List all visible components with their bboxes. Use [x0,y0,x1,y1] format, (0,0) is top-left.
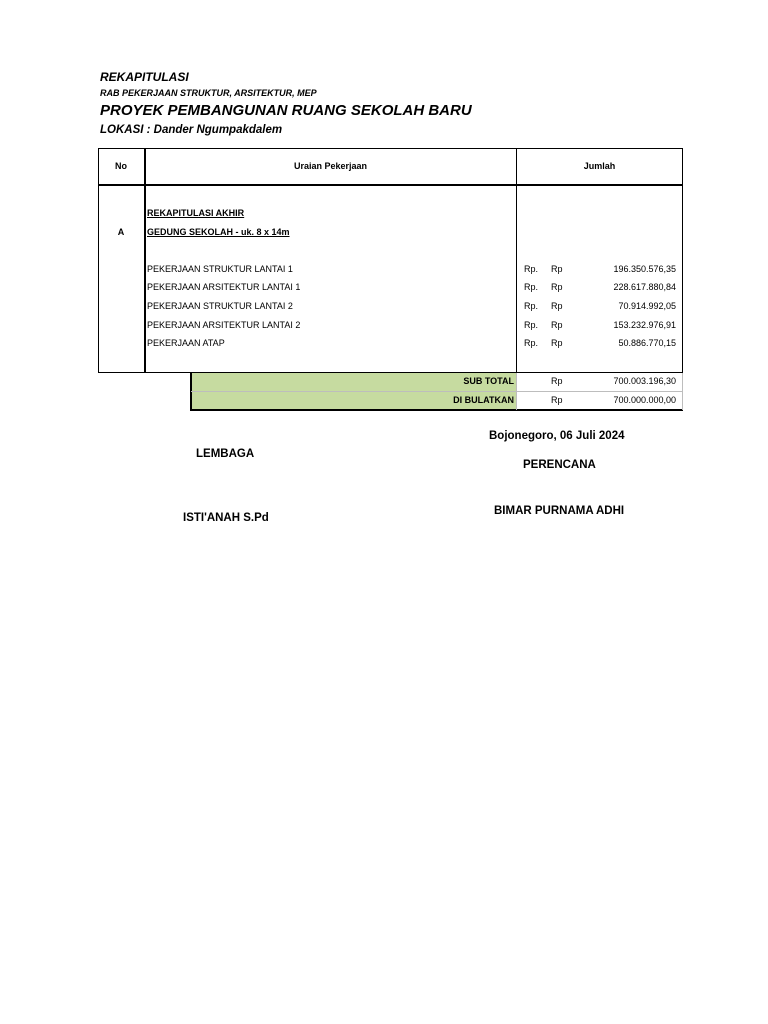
row-currency-prefix: Rp. [524,264,539,274]
row-currency: Rp [551,301,563,311]
row-description: PEKERJAAN STRUKTUR LANTAI 2 [147,301,293,311]
row-currency: Rp [551,338,563,348]
totals-col-divider [516,373,517,410]
subtotal-currency: Rp [551,376,563,386]
doc-subtitle: RAB PEKERJAAN STRUKTUR, ARSITEKTUR, MEP [100,88,317,98]
row-description: PEKERJAAN ATAP [147,338,225,348]
rounded-currency: Rp [551,395,563,405]
row-currency-prefix: Rp. [524,320,539,330]
row-amount: 70.914.992,05 [618,301,676,311]
totals-right-border [682,373,683,410]
row-currency: Rp [551,282,563,292]
rounded-amount: 700.000.000,00 [613,395,676,405]
rounded-label: DI BULATKAN [453,395,514,405]
row-currency: Rp [551,320,563,330]
right-signer-name: BIMAR PURNAMA ADHI [494,505,625,517]
left-signer-name: ISTI'ANAH S.Pd [183,512,269,524]
section-no: A [117,227,125,237]
left-signer-role: LEMBAGA [196,448,255,460]
row-currency: Rp [551,264,563,274]
subtotal-label: SUB TOTAL [463,376,514,386]
row-description: PEKERJAAN ARSITEKTUR LANTAI 2 [147,320,301,330]
right-signer-role: PERENCANA [523,459,596,471]
subtotal-amount: 700.003.196,30 [613,376,676,386]
col-divider-jumlah [516,148,517,373]
row-amount: 228.617.880,84 [613,282,676,292]
row-currency-prefix: Rp. [524,282,539,292]
row-amount: 196.350.576,35 [613,264,676,274]
row-currency-prefix: Rp. [524,301,539,311]
col-header-jumlah: Jumlah [583,161,616,171]
section-title: REKAPITULASI AKHIR [147,208,245,218]
row-currency-prefix: Rp. [524,338,539,348]
row-amount: 153.232.976,91 [613,320,676,330]
totals-bottom-border [190,409,683,411]
project-title: PROYEK PEMBANGUNAN RUANG SEKOLAH BARU [100,102,472,119]
location-label: LOKASI : Dander Ngumpakdalem [100,124,283,136]
col-divider-no [144,148,146,373]
row-description: PEKERJAAN ARSITEKTUR LANTAI 1 [147,282,301,292]
header-separator [98,184,683,186]
row-amount: 50.886.770,15 [618,338,676,348]
totals-row-separator [191,391,683,392]
doc-title: REKAPITULASI [100,70,189,84]
col-header-uraian: Uraian Pekerjaan [293,161,368,171]
col-header-no: No [115,161,127,171]
row-description: PEKERJAAN STRUKTUR LANTAI 1 [147,264,293,274]
section-subtitle: GEDUNG SEKOLAH - uk. 8 x 14m [147,227,290,237]
place-date: Bojonegoro, 06 Juli 2024 [489,430,625,442]
